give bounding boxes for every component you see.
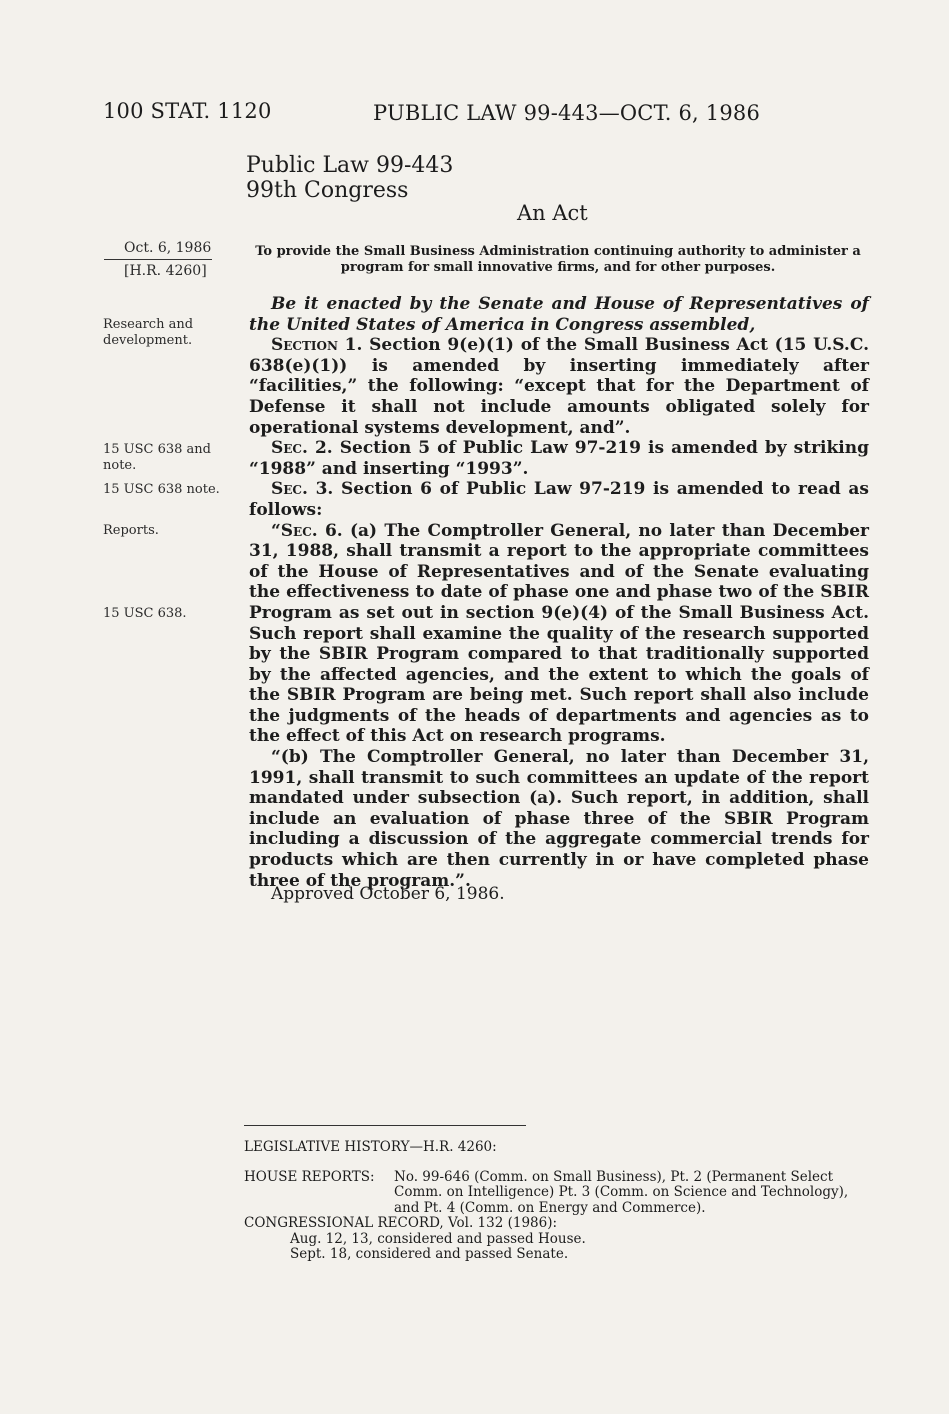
section-1-label: Section <box>271 335 338 356</box>
section-3-label: Sec. <box>271 479 308 500</box>
section-2-label: Sec. <box>271 438 308 459</box>
section-1-text: 1. Section 9(e)(1) of the Small Business Act (15 U.S.C. 638(e)(1)) is amended by inserting immediately after “facilities,” the following: “except that for the Department of Defense it shall not include amounts obligated solely for operational systems development, and”. <box>249 335 869 438</box>
approval-date: Approved October 6, 1986. <box>271 884 505 904</box>
section-6-a-label: Sec. <box>280 520 318 541</box>
legislative-history <box>244 1140 870 1263</box>
section-6-a-text: 6. (a) The Comptroller General, no later than December 31, 1988, shall transmit a report to the appropriate committees of the House of Representatives and of the Senate evaluating the effectiveness to date of phase one and phase two of the SBIR Program as set out in section 9(e)(4) of the Small Business Act. Such report shall examine the quality of the research supported by the SBIR Program compared to that traditionally supported by the affected agencies, and the extent to which the goals of the SBIR Program are being met. Such report shall also include the judgments of the heads of departments and agencies as to the effect of this Act on research programs. <box>249 520 869 747</box>
running-header: PUBLIC LAW 99-443—OCT. 6, 1986 <box>373 101 761 125</box>
margin-note-reports: Reports. <box>103 523 159 538</box>
section-6-b: “(b) The Comptroller General, no later than December 31, 1991, shall transmit to such committees an update of the report mandated under subsection (a). Such report, in addition, shall include an evaluation of phase three of the SBIR Program including a discussion of the aggregate commercial trends for products which are then currently in or have completed phase three of the program.”. <box>249 747 869 891</box>
section-1 <box>249 335 869 438</box>
law-number: Public Law 99-443 <box>246 153 454 178</box>
page-reference: 100 STAT. 1120 <box>103 99 272 123</box>
house-passage: Aug. 12, 13, considered and passed House. <box>290 1230 586 1247</box>
date-divider <box>104 259 212 260</box>
history-title: LEGISLATIVE HISTORY—H.R. 4260: <box>244 1139 497 1155</box>
margin-note-usc-2: 15 USC 638 note. <box>103 482 220 497</box>
margin-note-usc-1: 15 USC 638 and note. <box>103 442 212 473</box>
section-2-text: 2. Section 5 of Public Law 97-219 is amended by striking “1988” and inserting “1993”. <box>249 438 869 479</box>
congress-number: 99th Congress <box>246 178 409 203</box>
section-6-a-quote: “ <box>271 520 281 541</box>
house-reports-text: No. 99-646 (Comm. on Small Business), Pt. 2 (Permanent Select Comm. on Intelligence) Pt. 3 (Comm. on Science and Technology), and Pt. 4 (Comm. on Energy and Commerce). <box>394 1168 849 1216</box>
margin-note-usc-3: 15 USC 638. <box>103 606 187 621</box>
act-body <box>249 294 869 891</box>
section-2 <box>249 438 869 479</box>
senate-passage: Sept. 18, considered and passed Senate. <box>290 1246 569 1262</box>
house-reports-label: HOUSE REPORTS: <box>244 1168 375 1185</box>
congressional-record: CONGRESSIONAL RECORD, Vol. 132 (1986): <box>244 1215 558 1231</box>
enactment-date: Oct. 6, 1986 <box>124 240 212 256</box>
section-3-text: 3. Section 6 of Public Law 97-219 is amended to read as follows: <box>249 479 869 520</box>
act-purpose: To provide the Small Business Administration continuing authority to administer a program for small innovative firms, and for other purposes. <box>255 244 861 275</box>
enacting-clause: Be it enacted by the Senate and House of Representatives of the United States of America in Congress assembled, <box>249 294 869 335</box>
an-act-heading: An Act <box>517 201 588 225</box>
margin-note-research: Research and development. <box>103 317 194 348</box>
house-reports <box>244 1170 870 1217</box>
section-6-a <box>249 521 869 748</box>
bill-number: [H.R. 4260] <box>124 263 207 279</box>
section-3 <box>249 479 869 520</box>
history-divider <box>244 1125 526 1126</box>
